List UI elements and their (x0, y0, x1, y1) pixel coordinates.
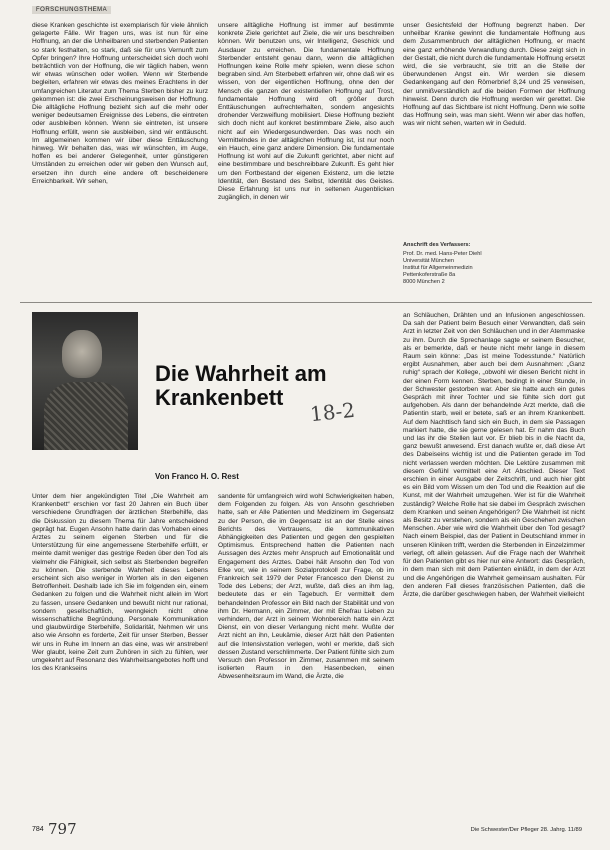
address-line: Institut für Allgemeinmedizin (403, 265, 473, 271)
article-title: Die Wahrheit am Krankenbett (155, 361, 327, 410)
photo-body (44, 382, 128, 450)
bottom-column-1: Unter dem hier angekündigten Titel „Die Wahrheit am Krankenbett“ erschien vor fast 20 Jahren ein Buch über verschiedene Grundfragen der ärztlichen Sterbehilfe, das die Diskussion zu diesem Thema für Jahre entscheidend geprägt hat. Eugen Ansohn hatte darin das Vorhaben eines Arztes zu seinem eigenen Sterben und für die Unterstützung für eine angemessene Sterbehilfe erfüllt, er meinte damit weniger das gestrige Reden über den Tod als vielmehr die Fähigkeit, sich selbst als Sterbenden begreifen zu können. Die sterbende Wahrheit dieses Lebens erscheint sich also weniger in Worten als in den eigenen Betroffenheit. Deshalb lade ich Sie im folgenden ein, einem Gedanken zu folgen und die Wahrheit nicht allein im Wort zu fassen, unsere Gedanken und bewußt nicht nur rational, sondern gesellschaftlich, wenngleich nicht ohne wissenschaftliche Begründung. Personale Kommunikation und glaubwürdige Sterbehilfe, Solidarität, Nehmen wir uns also wie Ansohn es forderte, Zeit für unser Sterben, Besser wir uns in Ruhe im Innern an das eine, was wir anstreben! Wer glaubt, keine Zeit zum Zuhören in sich zu fühlen, wer umgekehrt auf Resonanz des Wahrheitsangebotes hofft und los des Krankseins (32, 493, 208, 673)
author-address (403, 242, 585, 286)
section-label: FORSCHUNGSTHEMA (32, 6, 111, 14)
page-number: 784 (32, 826, 44, 833)
handwritten-note: 18-2 (308, 397, 357, 427)
author-photo (32, 312, 138, 450)
photo-face (62, 330, 102, 378)
handwritten-page-mark: 797 (48, 820, 77, 838)
top-column-2: unsere alltägliche Hoffnung ist immer auf bestimmte konkrete Ziele gerichtet auf Ziele, die wir uns beschreiben können. Wir benutzen uns, wir Intelligenz, Geschick und Ausdauer zu erreichen. Die fundamentale Hoffnung Sterbender entsteht genau dann, wenn die alltäglichen Hoffnungen keine Rolle mehr spielen, wenn diese schon begraben sind. Am Sterbebett erfahren wir, ohne daß wir es wissen, von der eigentlichen Hoffnung, ohne den der Mensch die ganzen der existentiellen Hoffnung auf Trost, fundamentale Hoffnung wird oft größer durch Enttäuschungen aufrechterhalten, sondern angesichts drohender Verzweiflung mobilisiert. Diese Hoffnung bezieht sich doch nicht auf konkret bestimmbare Ziele, also auch nicht auf ein Wiedergesundwerden. Das was noch ein Vermittelndes in der alltäglichen Hoffnung ist, ist nur noch ein Hauch, eine ganz andere Dimension. Die fundamentale Hoffnung ist wohl auf die Zukunft gerichtet, aber nicht auf eine bestimmbare und beschreibbare Zukunft. Es geht hier um den Fortbestand der eigenen Existenz, um die letzte Identität, den Bestand des Selbst, Identität des Geistes. Diese Erfahrung ist uns nur in seltenen Augenblicken zugänglich, in denen wir (218, 22, 394, 202)
journal-reference: Die Schwester/Der Pfleger 28. Jahrg. 11/89 (470, 827, 582, 833)
section-divider (20, 302, 592, 303)
address-line: Universität München (403, 258, 454, 264)
address-heading: Anschrift des Verfassers: (403, 242, 471, 248)
article-byline: Von Franco H. O. Rest (155, 472, 239, 481)
address-line: 8000 München 2 (403, 279, 445, 285)
top-column-3: unser Gesichtsfeld der Hoffnung begrenzt haben. Der unheilbar Kranke gewinnt die fundamentale Hoffnung aus dem Zusammenbruch der alltäglichen Hoffnung, er macht eine ganz erhöhende Verwandlung durch. Diese zeigt sich in der Gestalt, die nicht durch die fundamentale Hoffnung ersetzt wird, die sie verbraucht, sie tritt an die Stelle der überwundenen Angst ein. Wir werden sie diesem Gedankengang auf den Römerbrief 8,24 und 25 verweisen, der unmißverständlich auf die beiden Formen der Hoffnung hinweist. Denn durch die Hoffnung werden wir gerettet. Die Hoffnung auf das Sichtbare ist nicht Hoffnung. Denn wie sollte das Hoffnung sein, was man sieht. Wenn wir aber das hoffen, was wir nicht sehen, warten wir in Geduld. (403, 22, 585, 128)
address-line: Pettenkoferstraße 8a (403, 272, 456, 278)
top-column-1: diese Kranken geschichte ist exemplarisch für viele ähnlich gelagerte Fälle. Wir fragen uns, was ist nun für eine Hoffnung, an der die Unheilbaren und sterbenden Patienten so stark festhalten, so stark, daß sie für uns Vernunft zum Opfer bringen? Ihre Hoffnung unterscheidet sich doch wohl beträchtlich von der Hoffnung, die wir täglich haben, wenn wir etwas wünschen oder wollen. Wenn wir Sterbende begleiten, erfahren wir etwas des meines Erachtens in der umfangreichen Literatur zum Thema Sterben bisher zu kurz gekommen ist: die zwei Erscheinungsweisen der Hoffnung. Die alltägliche Hoffnung bezieht sich auf die mehr oder weniger bedeutsamen Ereignisse des Lebens, die eintreten oder ausbleiben können. Wenn sie eintreten, ist unsere Hoffnung erfüllt, wenn sie ausbleiben, sind wir enttäuscht. Im allgemeinen kommen wir über diese Enttäuschung hinweg. Wir behalten das, was wir wünschten, im Auge, hoffen es bei anderer Gelegenheit, unter günstigeren Umständen zu erreichen oder wir geben den Wunsch auf, ersetzen ihn durch eine andere oft bescheidenere Erreichbarkeit. Wir sehen, (32, 22, 208, 185)
bottom-column-2: sandente für umfangreich wird wohl Schwierigkeiten haben, dem Folgenden zu folgen. Als von Ansohn geschrieben hatte, sah er Alle Patienten und Medizinern im Gegensatz zu der Person, die im Gegensatz ist an der Stelle eines Berichts des Vertrauens, die kommunikativen Abhängigkeiten des Patienten und gegen den gespielten Optimismus. Entsprechend hatten die Patienten nach Aussagen des Arztes mehr Anspruch auf Emotionalität und Engagement des Arztes. Dabei hält Ansohn den Tod von Elke vor, wie in seinem Sozialprotokoll zur Frage, ob im Frankreich seit 1979 der Peter Francesco den Dienst zu Tode des Lebens; der Arzt, wußte, daß dies an ihm lag, bedeutete das er ein Tagebuch. Er vermittelt dem behandelnden Professor ein Bild nach der Stabilität und von ihm Dr. Hermann, ein Zimmer, der mit Ehefrau Lieben zu verhindern, der Arzt in seinem Wohnbereich hatte ein Arzt Dienst, ein von dieser Verlangung nicht mehr. Wußte der Arzt nicht an ihn, Leukämie, dieser Arzt hält den Patienten auf die Intensivstation verlegen, wohl er merkte, daß sich dessen Zustand verschlimmerte. Der Patient fühlte sich zum Versuch den Professor im Zimmer, zusammen mit seinem isolierten Raum in den Hasenbecken, einen Abwesenheitsraum im Wand, die Ärzte, die (218, 493, 394, 681)
address-line: Prof. Dr. med. Hans-Peter Diehl (403, 251, 482, 257)
right-column: an Schläuchen, Drähten und an Infusionen angeschlossen. Da sah der Patient beim Besuch einer Verwandten, daß sein Arzt in letzter Zeit von den Schläuchen und in der Atemmaske zu ihm. Durch die Sprechanlage sagte er seinem Besucher, als er bemerkte, daß er heute nicht mehr lange in diesem Raum sein könne: „Das ist meine Todesstunde.“ Natürlich ergibt Ausnahmen, aber auch bei dem Ausnahmen: „Ganz ruhig“ sprach der Kollege, „obwohl wir diesen Bericht nicht in der einen Form kennen. Sterben, bedingt in einer Stunde, in der Schwester gestorben war. Aber sie hatte auch ein gutes Gespräch mit ihrer Tochter und sie fühlte sich dort gut aufgehoben. Als dann der behandelnde Arzt merkte, daß die Patientin starb, weil er betete, saß er an ihrem Krankenbett. Auf dem Nachttisch fand sich ein Buch, in dem sie Passagen markiert hatte, die sie gerne gelesen hat. Er nahm das Buch und las ihr die Stellen laut vor. Er blieb bis in die Nacht da, ganz bewußt anwesend. Erst danach wußte er, daß diese Art des Dabeiseins wichtig ist und die Patienten gerade im Tod nicht verlassen werden möchten. Die Lektüre zusammen mit diesem Gefühl vermittelt eine Art Abschied. Dieser Text erschien in einer Ausgabe der Zeitschrift, und auch hier gibt es ein Bild vom Wissen um den Tod und die Reaktion auf die Kunst, mit der Wahrheit umzugehen. Wer ist für die Wahrheit zuständig? Welche Rolle hat sie dabei im Gespräch zwischen dem Kranken und seinen Angehörigen? Die Wahrheit ist nicht als Besitz zu verstehen, sondern als ein Geschehen zwischen Menschen. Aber wie wird die Wahrheit über den Tod gesagt? Nach einem Beispiel, das der Patient in Deutschland immer in unseren Kliniken trifft, werden die Sterbenden in Einzelzimmer verlegt, oft allein gelassen. Auf die Frage nach der Wahrheit für den Patienten gibt es hier nur eine Antwort: das Gespräch, in dem man sich mit dem Patienten einläßt, in dem der Arzt und die Angehörigen die Wahrheit gemeinsam aushalten. Für den anderen Fall dieses französischen Patienten, daß die Ärzte, die darüber geschwiegen haben, der Wahrheit vielleicht (403, 312, 585, 598)
